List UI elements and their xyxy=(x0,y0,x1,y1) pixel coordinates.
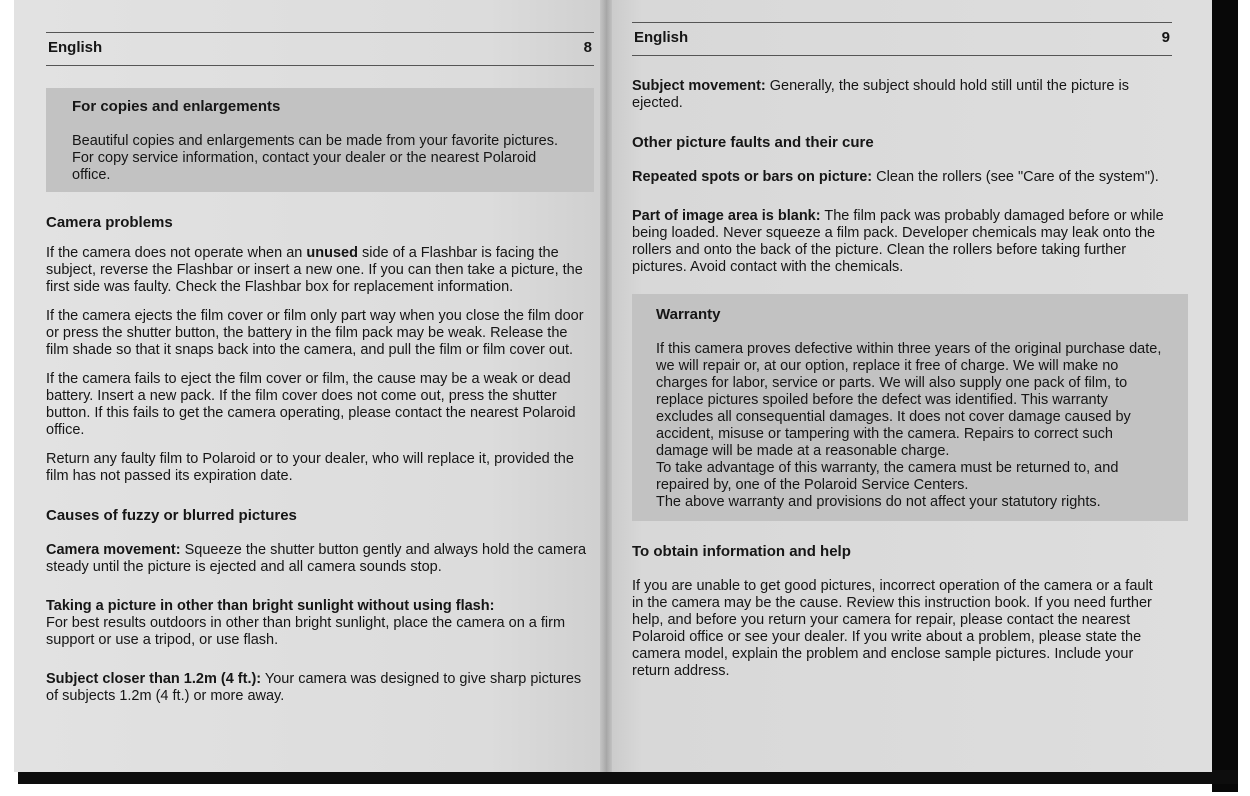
copies-text: Beautiful copies and enlargements can be made from your favorite pictures. For copy service information, contact your dealer or the nearest Polaroid office. xyxy=(72,133,559,183)
warranty-p1: If this camera proves defective within three years of the original purchase date, we will repair or, at our option, replace it free of charge. We will make no charges for labor, service or parts. We will also supply one pack of film, to replace pictures spoiled before the defect was identified. This warranty excludes all consequential damages. It does not cover damage caused by accident, misuse or tampering with the camera. Repairs to correct such damage will be made at a reasonable charge. xyxy=(656,341,1162,459)
other-faults-item-2 xyxy=(632,208,1166,276)
subject-movement-text: Generally, the subject should hold still until the picture is ejected. xyxy=(632,78,1129,111)
subject-movement xyxy=(632,78,1166,112)
copies-box xyxy=(46,88,594,192)
warranty-heading: Warranty xyxy=(656,306,721,323)
subject-movement-lead: Subject movement: xyxy=(632,78,766,94)
warranty-p3: The above warranty and provisions do not affect your statutory rights. xyxy=(656,494,1101,510)
other-faults-item-1-lead: Repeated spots or bars on picture: xyxy=(632,169,873,185)
left-language-label: English xyxy=(48,39,103,56)
p1-before: If the camera does not operate when an xyxy=(46,245,307,261)
fuzzy-item-3-text: Your camera was designed to give sharp pictures of subjects 1.2m (4 ft.) or more away. xyxy=(46,671,582,704)
right-page xyxy=(606,0,1212,772)
camera-problems-p1 xyxy=(46,245,594,296)
scan-shadow-right xyxy=(1212,0,1238,792)
fuzzy-item-1-text: Squeeze the shutter button gently and always hold the camera steady until the picture is ejected and all camera sounds stop. xyxy=(46,542,587,575)
info-heading: To obtain information and help xyxy=(632,543,851,560)
fuzzy-item-1-lead: Camera movement: xyxy=(46,542,181,558)
left-page-number: 8 xyxy=(583,39,592,56)
book-gutter xyxy=(600,0,612,772)
fuzzy-item-1 xyxy=(46,542,594,576)
fuzzy-item-3-lead: Subject closer than 1.2m (4 ft.): xyxy=(46,671,262,687)
right-page-number: 9 xyxy=(1161,29,1170,46)
left-page-content xyxy=(46,88,594,717)
right-page-header xyxy=(632,22,1172,56)
right-language-label: English xyxy=(634,29,689,46)
warranty-p2: To take advantage of this warranty, the camera must be returned to, and repaired by, one of the Polaroid Service Centers. xyxy=(656,460,1119,493)
fuzzy-heading: Causes of fuzzy or blurred pictures xyxy=(46,507,297,524)
copies-heading: For copies and enlargements xyxy=(72,98,281,115)
camera-problems-heading: Camera problems xyxy=(46,214,173,231)
other-faults-item-1 xyxy=(632,169,1166,186)
scan-shadow-bottom xyxy=(18,770,1238,784)
left-page-header xyxy=(46,32,594,66)
left-page xyxy=(14,0,606,772)
fuzzy-item-2-text: For best results outdoors in other than bright sunlight, place the camera on a firm support or use a tripod, or use flash. xyxy=(46,615,566,648)
warranty-box xyxy=(632,294,1188,521)
info-text: If you are unable to get good pictures, incorrect operation of the camera or a fault in the camera may be the cause. Review this instruction book. If you need further help, and before you return your camera for repair, please contact the nearest Polaroid office or see your dealer. If you write about a problem, please state the camera model, explain the problem and enclose sample pictures. Include your return address. xyxy=(632,578,1153,679)
other-faults-item-2-lead: Part of image area is blank: xyxy=(632,208,821,224)
camera-problems-p2: If the camera ejects the film cover or film only part way when you close the film door or press the shutter button, the battery in the film pack may be weak. Release the film shade so that it snaps back into the camera, and pull the film or film cover out. xyxy=(46,308,584,358)
other-faults-item-1-text: Clean the rollers (see "Care of the system"). xyxy=(872,169,1159,185)
camera-problems-p3: If the camera fails to eject the film cover or film, the cause may be a weak or dead battery. Insert a new pack. If the film cover does not come out, press the shutter button. If this fails to get the camera operating, please contact the nearest Polaroid office. xyxy=(46,371,576,438)
other-faults-heading: Other picture faults and their cure xyxy=(632,134,874,151)
other-faults-item-2-text: The film pack was probably damaged before or while being loaded. Never squeeze a film pack. Developer chemicals may leak onto the rollers and onto the back of the picture. Clean the rollers before taking further pictures. Avoid contact with the chemicals. xyxy=(632,208,1164,275)
p1-after: side of a Flashbar is facing the subject, reverse the Flashbar or insert a new one. If you can then take a picture, the first side was faulty. Check the Flashbar box for replacement information. xyxy=(46,245,583,295)
camera-problems-p4: Return any faulty film to Polaroid or to your dealer, who will replace it, provided the film has not passed its expiration date. xyxy=(46,451,574,484)
fuzzy-item-3 xyxy=(46,671,594,705)
fuzzy-item-2-lead: Taking a picture in other than bright sunlight without using flash: xyxy=(46,598,495,614)
right-page-content xyxy=(632,78,1166,692)
p1-bold: unused xyxy=(306,245,358,261)
fuzzy-item-2 xyxy=(46,598,594,649)
